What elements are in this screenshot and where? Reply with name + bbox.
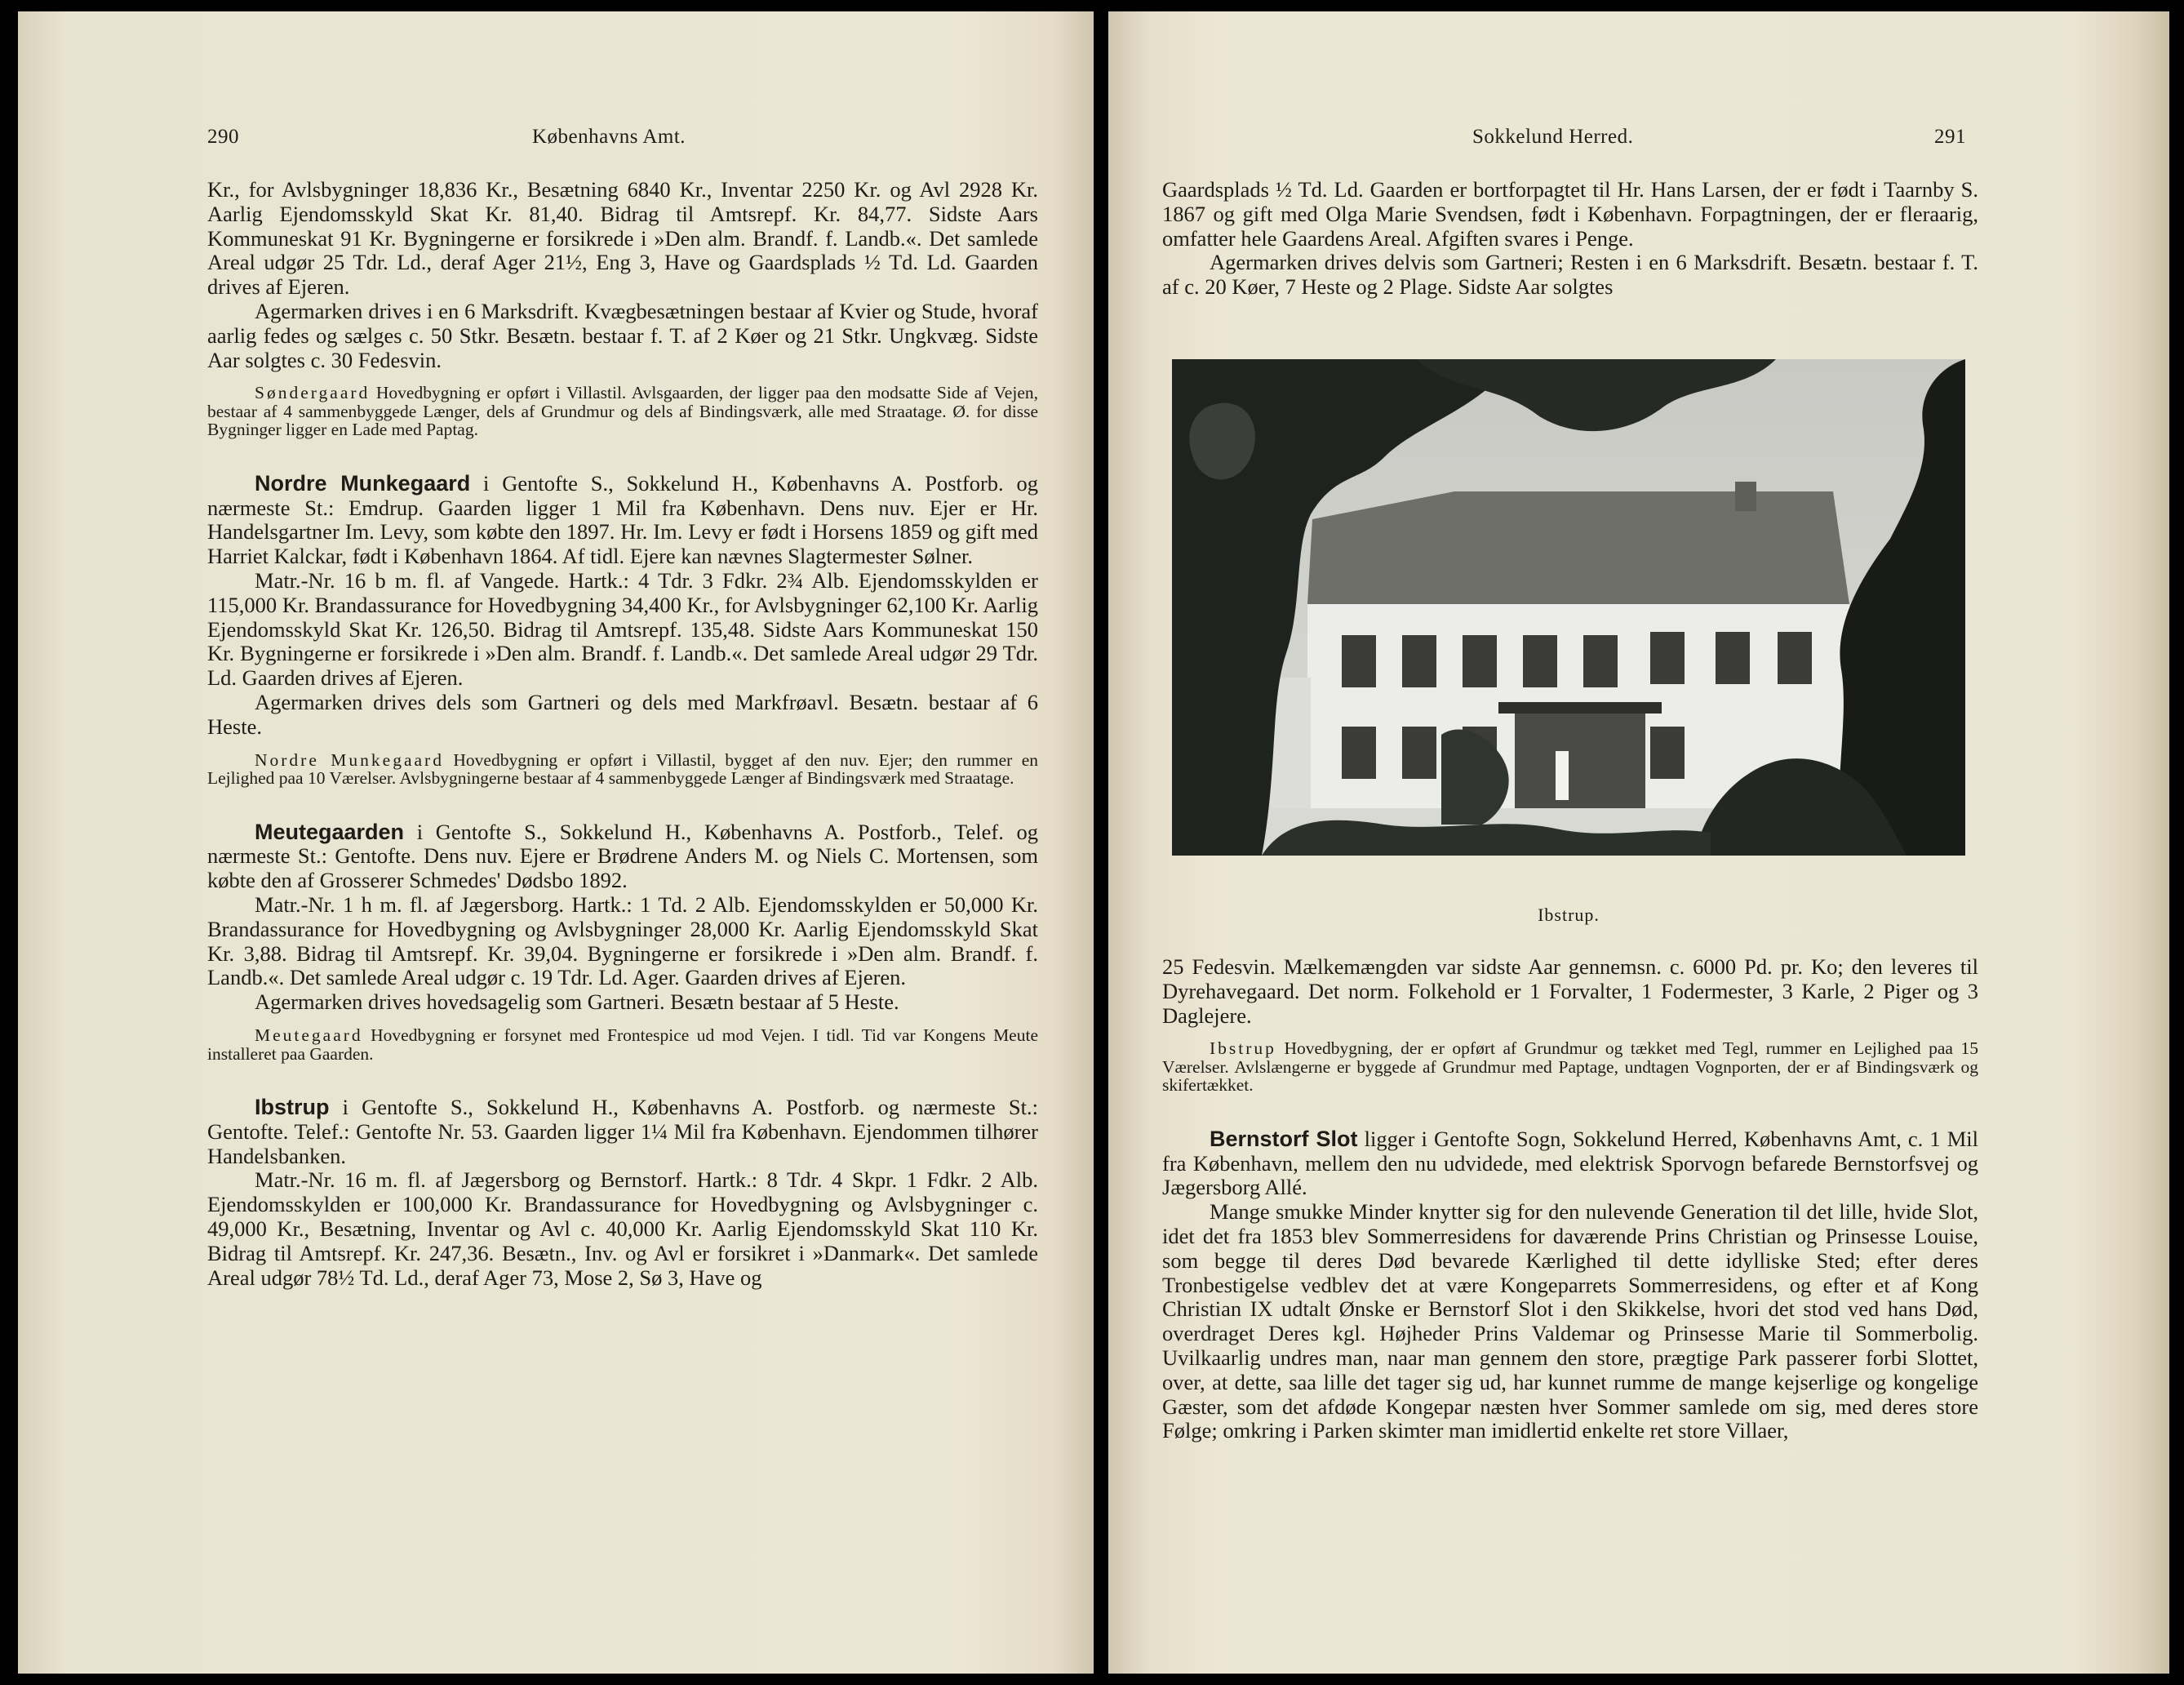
paragraph: Matr.-Nr. 16 b m. fl. af Vangede. Hartk.: 4 Tdr. 3 Fdkr. 2¾ Alb. Ejendomsskylden er 115,000 Kr. Brandassurance for Hovedbygning 34,400 Kr., for Avlsbygninger 62,100 Kr. Aarlig Ejendomsskyld Skat Kr. 126,50. Bidrag til Amtsrepf. 135,48. Sidste Aars Kommuneskat 150 Kr. Bygningerne er forsikrede i »Den alm. Brandf. f. Landb.«. Det samlede Areal udgør 29 Tdr. Ld. Gaarden drives af Ejeren. (207, 568, 1038, 691)
paragraph: Matr.-Nr. 1 h m. fl. af Jægersborg. Hartk.: 1 Td. 2 Alb. Ejendomsskylden er 50,000 Kr. Brandassurance for Hovedbygning og Avlsbygninger 28,000 Kr. Aarlig Ejendomsskyld Skat Kr. 3,88. Bidrag til Amtsrepf. Kr. 39,04. Bygningerne er forsikrede i »Den alm. Brandf. f. Landb.«. Det samlede Areal udgør c. 19 Tdr. Ld. Ager. Gaarden drives af Ejeren. (207, 892, 1038, 990)
note-lead-name: Søndergaard (255, 383, 371, 403)
running-head: Sokkelund Herred. (1472, 126, 1634, 148)
continued-paragraph: Kr., for Avlsbygninger 18,836 Kr., Besætning 6840 Kr., Inventar 2250 Kr. og Avl 2928 Kr. Aarlig Ejendomsskyld Skat Kr. 81,40. Bidrag til Amtsrepf. Kr. 84,77. Sidste Aars Kommuneskat 91 Kr. Bygningerne er forsikrede i »Den alm. Brandf. f. Landb.«. Det samlede Areal udgør 25 Tdr. Ld., deraf Ager 21½, Eng 3, Have og Gaardsplads ½ Td. Ld. Gaarden drives af Ejeren. (207, 177, 1038, 300)
paragraph: Agermarken drives delvis som Gartneri; Resten i en 6 Marksdrift. Besætn. bestaar f. T. af c. 20 Køer, 7 Heste og 2 Plage. Sidste Aar solgtes (1162, 250, 1978, 300)
estate-text: i Gentofte S., Sokkelund H., Københavns A. Postforb., Telef. og nærmeste St.: Gentofte. Dens nuv. Ejere er Brødrene Anders M. og Niels C. Mortensen, som købte den af Grosserer Schmedes' Dødsbo 1892. (207, 819, 1038, 893)
estate-entry (1162, 1127, 1978, 1200)
paragraph: Agermarken drives i en 6 Marksdrift. Kvægbesætningen bestaar af Kvier og Stude, hvoraf aarlig fedes og sælges c. 50 Stkr. Besætn. bestaar f. T. af 2 Køer og 21 Stkr. Ungkvæg. Sidste Aar solgtes c. 30 Fedesvin. (207, 298, 1038, 372)
paragraph: Agermarken drives dels som Gartneri og dels med Markfrøavl. Besætn. bestaar af 6 Heste. (207, 690, 1038, 739)
left-page (18, 11, 1094, 1674)
note-text: Hovedbygning er forsynet med Frontespice ud mod Vejen. I tidl. Tid var Kongens Meute installeret paa Gaarden. (207, 1025, 1038, 1064)
running-head: Københavns Amt. (532, 126, 686, 148)
estate-entry (207, 472, 1038, 569)
building-note (207, 751, 1038, 788)
building-note (207, 1026, 1038, 1063)
ibstrup-photo-image (1172, 359, 1965, 856)
note-lead-name: Ibstrup (1210, 1038, 1276, 1059)
estate-title: Ibstrup (255, 1095, 330, 1120)
paragraph: Mange smukke Minder knytter sig for den nulevende Generation til det lille, hvide Slot, idet det fra 1853 blev Sommerresidens for daværende Prins Christian og Prinsesse Louise, som begge til deres Død bevarede Kærlighed til dette idylliske Sted; efter deres Tronbestigelse vedblev det at være Kongeparrets Sommerresidens, og efter et af Kong Christian IX udtalt Ønske er Bernstorf Slot i den Skikkelse, hvori det stod ved hans Død, overdraget Deres kgl. Højheder Prins Valdemar og Prinsesse Marie til Sommerbolig. Uvilkaarlig undres man, naar man gennem den store, prægtige Park passerer forbi Slottet, over, at dette, saa lille det tager sig ud, har kunnet rumme de mange kejserlige og kongelige Gæster, som det afdøde Kongepar næsten hver Sommer samlede om sig, med deres store Følge; omkring i Parken skimter man imidlertid enkelte ret store Villaer, (1162, 1199, 1978, 1443)
right-body-text-bottom (1162, 955, 1978, 1443)
note-text: Hovedbygning, der er opført af Grundmur og tækket med Tegl, rummer en Lejlighed paa 15 Værelser. Avlslængerne er byggede af Grundmur med Paptage, undtagen Vognporten, der er af Bindingsværk og skifertækket. (1162, 1038, 1978, 1096)
estate-entry (207, 820, 1038, 893)
right-page (1108, 11, 2169, 1674)
left-body-text (207, 178, 1038, 1290)
building-note (1162, 1039, 1978, 1095)
continued-paragraph: 25 Fedesvin. Mælkemængden var sidste Aar gennemsn. c. 6000 Pd. pr. Ko; den leveres til Dyrehavegaard. Det norm. Folkehold er 1 Forvalter, 1 Fodermester, 3 Karle, 2 Piger og 3 Daglejere. (1162, 954, 1978, 1028)
note-lead-name: Meutegaard (255, 1025, 363, 1046)
continued-paragraph: Gaardsplads ½ Td. Ld. Gaarden er bortforpagtet til Hr. Hans Larsen, der er født i Taarnby S. 1867 og gift med Olga Marie Svendsen, født i København. Forpagtningen, der er fleraarig, omfatter hele Gaardens Areal. Afgiften svares i Penge. (1162, 177, 1978, 251)
estate-title: Nordre Munkegaard (255, 470, 471, 496)
page-number: 291 (1934, 126, 1966, 148)
photo-caption: Ibstrup. (1538, 905, 1600, 925)
ibstrup-photograph (1172, 359, 1965, 856)
note-text: Hovedbygning er opført i Villastil, bygget af den nuv. Ejer; den rummer en Lejlighed paa 10 Værelser. Avlsbygningerne bestaar af 4 sammenbyggede Længer af Bindingsværk med Straatage. (207, 749, 1039, 789)
note-lead-name: Nordre Munkegaard (255, 749, 444, 770)
estate-text: ligger i Gentofte Sogn, Sokkelund Herred, Københavns Amt, c. 1 Mil fra København, mellem den nu udvidede, med elektrisk Sporvogn befarede Bernstorfsvej og Jægersborg Allé. (1162, 1126, 1978, 1200)
note-text: Hovedbygning er opført i Villastil. Avlsgaarden, der ligger paa den modsatte Side af Vejen, bestaar af 4 sammenbyggede Længer, dels af Grundmur og dels af Bindingsværk, alle med Straatage. Ø. for disse Bygninger ligger en Lade med Paptag. (207, 383, 1038, 440)
estate-entry (207, 1096, 1038, 1168)
estate-text: i Gentofte S., Sokkelund H., Københavns A. Postforb. og nærmeste St.: Emdrup. Gaarden ligger 1 Mil fra København. Dens nuv. Ejer er Hr. Handelsgartner Im. Levy, som købte den 1897. Hr. Im. Levy er født i Horsens 1859 og gift med Harriet Kalckar, født i København 1864. Af tidl. Ejere kan nævnes Slagtermester Sølner. (207, 470, 1038, 569)
building-note (207, 384, 1038, 439)
paragraph: Agermarken drives hovedsagelig som Gartneri. Besætn bestaar af 5 Heste. (255, 989, 899, 1015)
right-body-text-top (1162, 178, 1978, 300)
page-number: 290 (207, 126, 239, 148)
estate-text: i Gentofte S., Sokkelund H., Københavns A. Postforb. og nærmeste St.: Gentofte. Telef.: Gentofte Nr. 53. Gaarden ligger 1¼ Mil fra København. Ejendommen tilhører Handelsbanken. (207, 1095, 1038, 1168)
estate-title: Bernstorf Slot (1210, 1126, 1358, 1151)
paragraph: Matr.-Nr. 16 m. fl. af Jægersborg og Bernstorf. Hartk.: 8 Tdr. 4 Skpr. 1 Fdkr. 2 Alb. Ejendomsskylden er 100,000 Kr. Brandassurance for Hovedbygning og Avlsbygninger c. 49,000 Kr., Besætning, Inventar og Avl c. 40,000 Kr. Aarlig Ejendomsskyld Skat 110 Kr. Bidrag til Amtsrepf. Kr. 247,36. Besætn., Inv. og Avl er forsikret i »Danmark«. Det samlede Areal udgør 78½ Td. Ld., deraf Ager 73, Mose 2, Sø 3, Have og (207, 1167, 1038, 1290)
estate-title: Meutegaarden (255, 819, 405, 844)
